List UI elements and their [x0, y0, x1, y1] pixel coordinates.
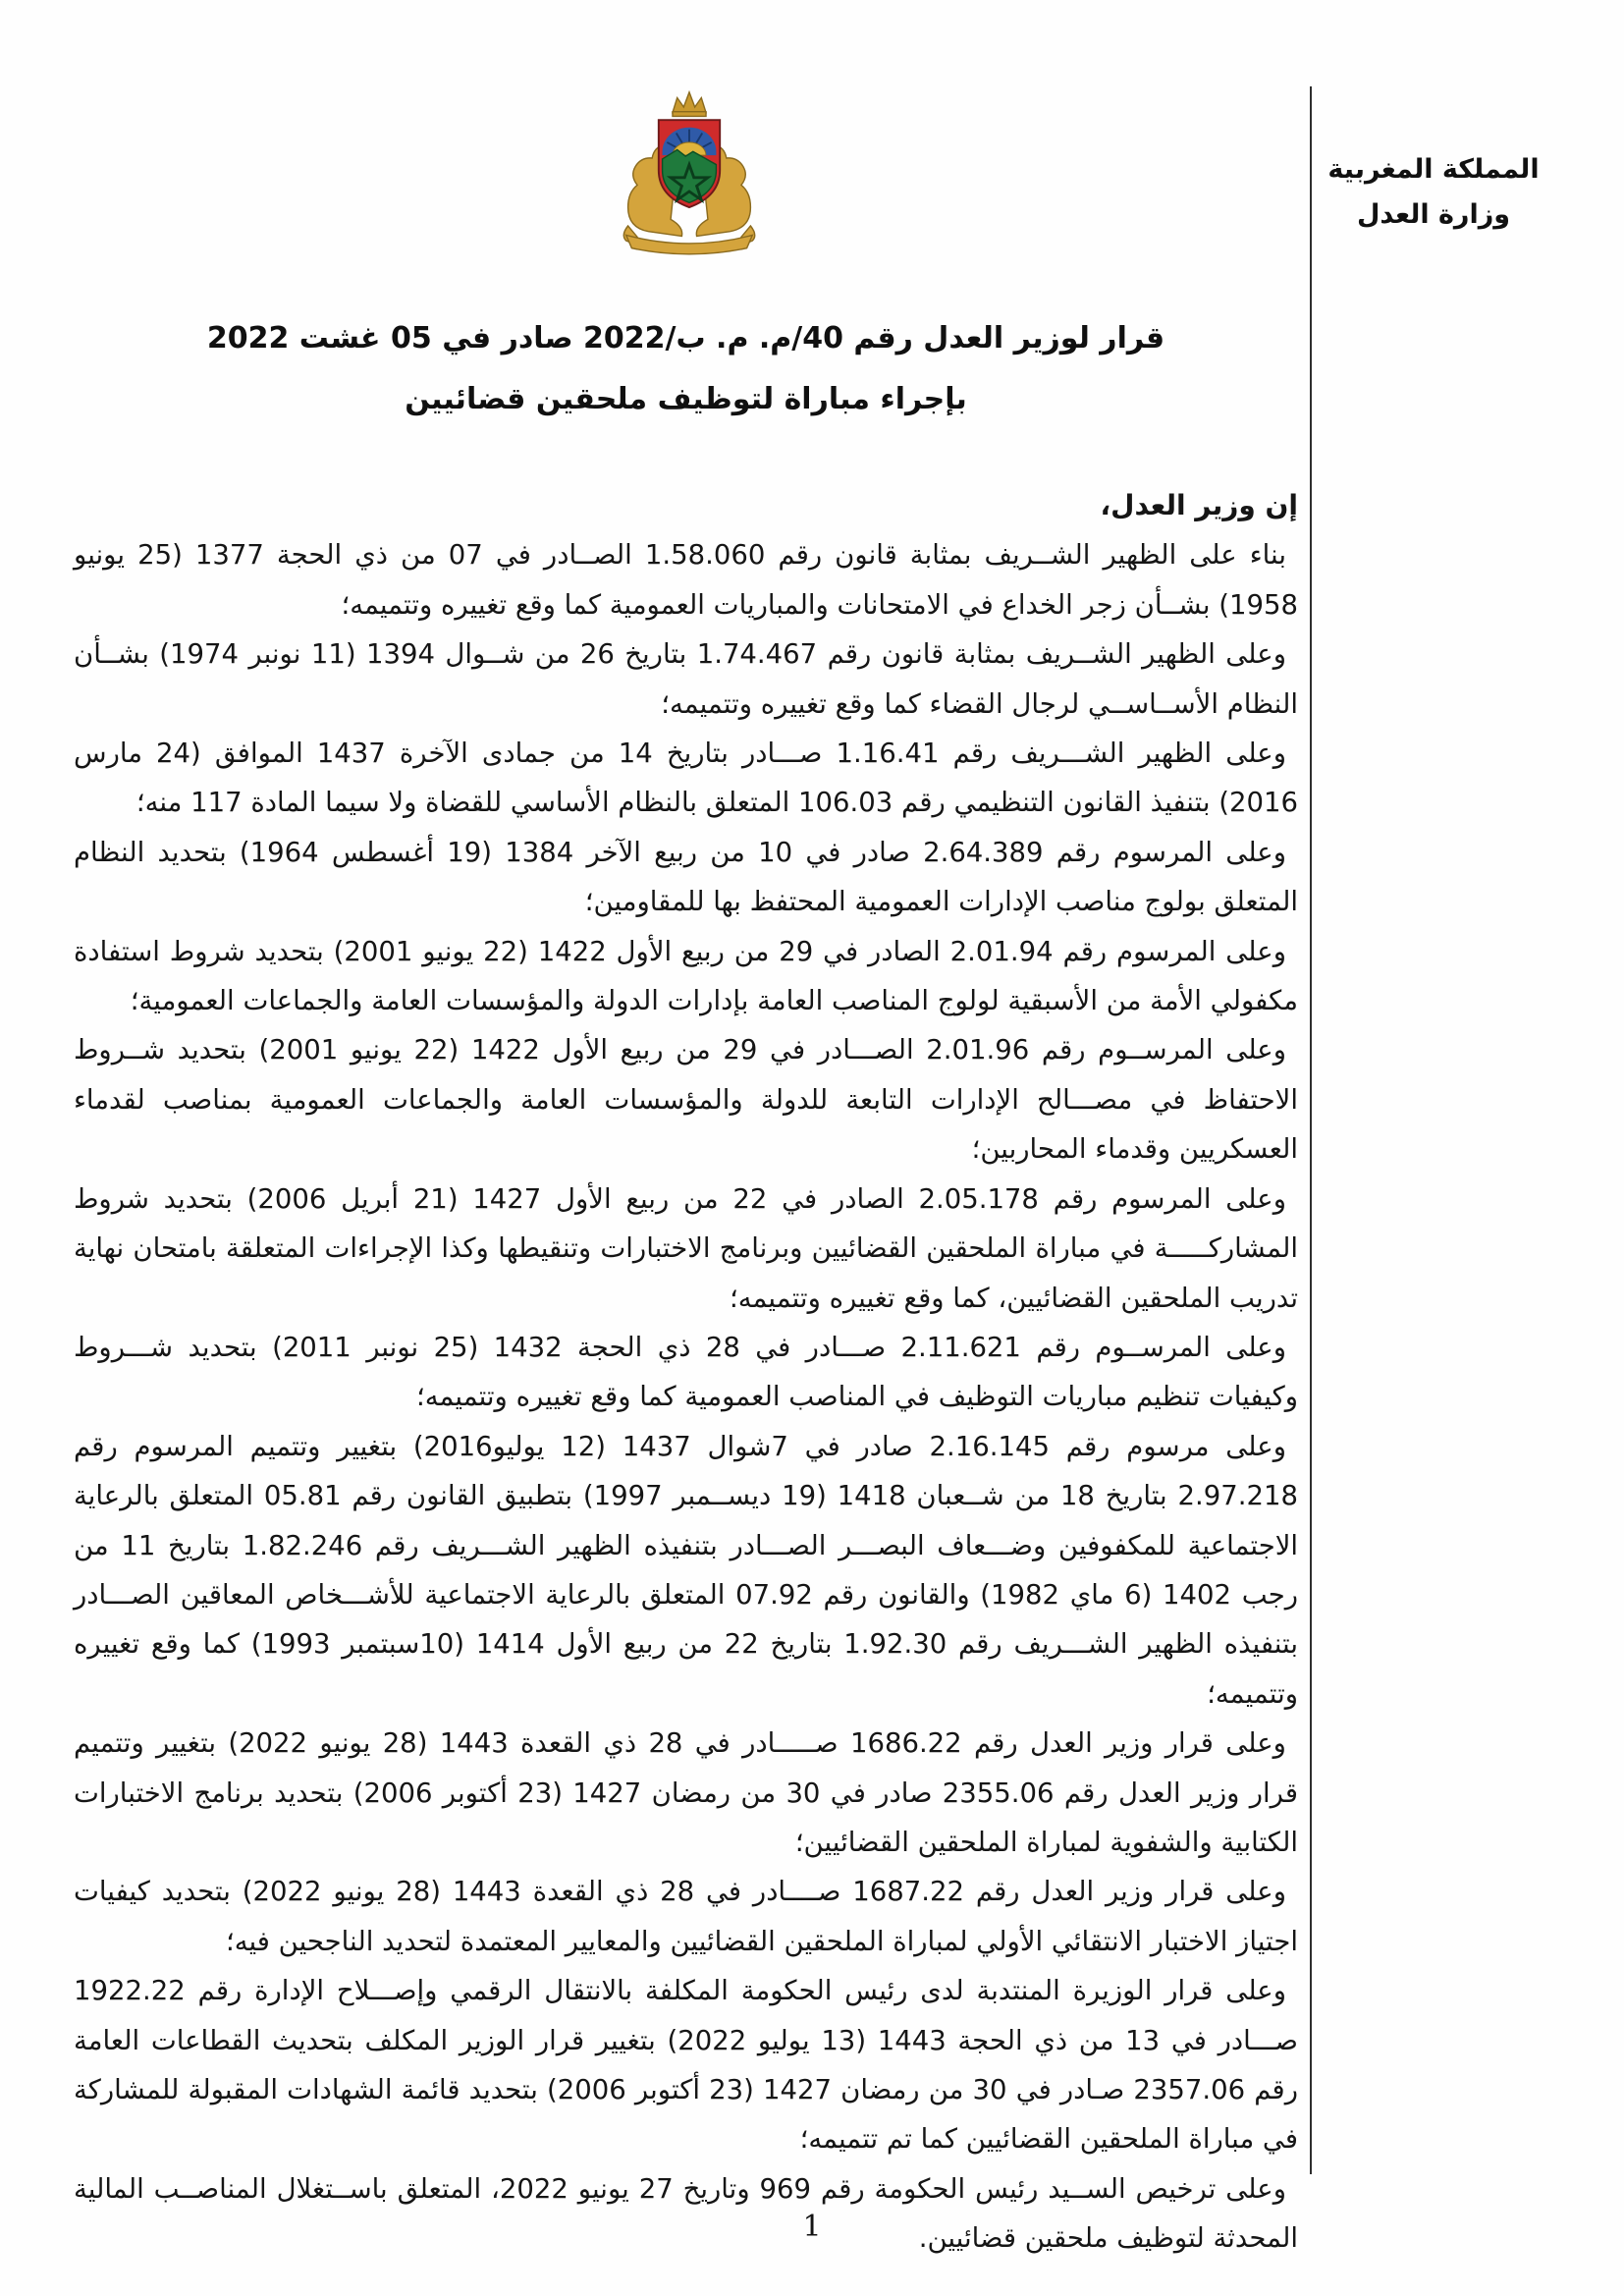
body-paragraph: وعلى ترخيص الســيد رئيس الحكومة رقم 969 وتاريخ 27 يونيو 2022، المتعلق باســتغلال المناصــب المالية المحدثة لتوظيف ملحقين قضائيين. [74, 2172, 1298, 2255]
body-paragraph: وعلى الظهير الشـــريف رقم 1.16.41 صـــادر بتاريخ 14 من جمادى الآخرة 1437 الموافق (24 مارس 2016) بتنفيذ القانون التنظيمي رقم 106.03 المتعلق بالنظام الأساسي للقضاة ولا سيما المادة 117 منه؛ [74, 738, 1298, 819]
page-number: 1 [802, 2210, 822, 2244]
body-paragraph: وعلى المرسوم رقم 2.01.94 الصادر في 29 من ربيع الأول 1422 (22 يونيو 2001) بتحديد شروط استفادة مكفولي الأمة من الأسبقية لولوج المناصب العامة بإدارات الدولة والمؤسسات العامة والجماعات العمومية؛ [74, 935, 1298, 1017]
decree-title-line2: بإجراء مباراة لتوظيف ملحقين قضائيين [405, 382, 967, 416]
body-paragraph: وعلى المرسوم رقم 2.05.178 الصادر في 22 من ربيع الأول 1427 (21 أبريل 2006) بتحديد شروط المشاركـــــة في مباراة الملحقين القضائيين وبرنامج الاختبارات وتنقيطها وكذا الإجراءات المتعلقة بامتحان نهاية تدريب الملحقين القضائيين، كما وقع تغييره وتتميمه؛ [74, 1182, 1298, 1314]
decree-body [74, 481, 1298, 2264]
body-paragraph: وعلى قرار الوزيرة المنتدبة لدى رئيس الحكومة المكلفة بالانتقال الرقمي وإصـــلاح الإدارة رقم 1922.22 صـــادر في 13 من ذي الحجة 1443 (13 يوليو 2022) بتغيير قرار الوزير المكلف بتحديث القطاعات العامة رقم 2357.06 صـادر في 30 من رمضان 1427 (23 أكتوبر 2006) بتحديد قائمة الشهادات المقبولة للمشاركة في مباراة الملحقين القضائيين كما تم تتميمه؛ [74, 1975, 1299, 2156]
header-separator-rule [1310, 86, 1312, 2174]
ministry-header [1327, 147, 1540, 238]
body-paragraph: وعلى قرار وزير العدل رقم 1686.22 صـــــادر في 28 ذي القعدة 1443 (28 يونيو 2022) بتغيير وتتميم قرار وزير العدل رقم 2355.06 صادر في 30 من رمضان 1427 (23 أكتوبر 2006) بتحديد برنامج الاختبارات الكتابية والشفوية لمباراة الملحقين القضائيين؛ [74, 1727, 1298, 1858]
body-paragraph: وعلى المرسوم رقم 2.64.389 صادر في 10 من ربيع الآخر 1384 (19 أغسطس 1964) بتحديد النظام المتعلق بولوج مناصب الإدارات العمومية المحتفظ بها للمقاومين؛ [74, 836, 1298, 918]
minister-intro: إن وزير العدل، [1100, 489, 1298, 521]
kingdom-name: المملكة المغربية [1327, 154, 1540, 185]
body-paragraph: وعلى الظهير الشــريف بمثابة قانون رقم 1.74.467 بتاريخ 26 من شــوال 1394 (11 نونبر 1974) بشــأن النظام الأســاســي لرجال القضاء كما وقع تغييره وتتميمه؛ [74, 638, 1298, 720]
decree-title-line1: قرار لوزير العدل رقم 40/م. م. ب/2022 صادر في 05 غشت 2022 [206, 321, 1165, 355]
body-paragraph: وعلى المرســوم رقم 2.11.621 صـــادر في 28 ذي الحجة 1432 (25 نونبر 2011) بتحديد شـــروط وكيفيات تنظيم مباريات التوظيف في المناصب العمومية كما وقع تغييره وتتميمه؛ [74, 1331, 1298, 1413]
ministry-name: وزارة العدل [1356, 199, 1511, 230]
coat-of-arms-icon [587, 82, 791, 267]
body-paragraph: وعلى قرار وزير العدل رقم 1687.22 صــــادر في 28 ذي القعدة 1443 (28 يونيو 2022) بتحديد كيفيات اجتياز الاختبار الانتقائي الأولي لمباراة الملحقين القضائيين والمعايير المعتمدة لتحديد الناجحين فيه؛ [74, 1876, 1298, 1957]
body-paragraph: وعلى المرســوم رقم 2.01.96 الصـــادر في 29 من ربيع الأول 1422 (22 يونيو 2001) بتحديد شــروط الاحتفاظ في مصـــالح الإدارات التابعة للدولة والمؤسسات العامة والجماعات العمومية بمناصب لقدماء العسكريين وقدماء المحاربين؛ [74, 1034, 1298, 1166]
decree-title [74, 308, 1298, 430]
body-paragraphs [74, 530, 1298, 2263]
body-paragraph: وعلى مرسوم رقم 2.16.145 صادر في 7شوال 1437 (12 يوليو2016) بتغيير وتتميم المرسوم رقم 2.97.218 بتاريخ 18 من شــعبان 1418 (19 ديســمبر 1997) بتطبيق القانون رقم 05.81 المتعلق بالرعاية الاجتماعية للمكفوفين وضـــعاف البصـــر الصـــادر بتنفيذه الظهير الشـــريف رقم 1.82.246 بتاريخ 11 من رجب 1402 (6 ماي 1982) والقانون رقم 07.92 المتعلق بالرعاية الاجتماعية للأشـــخاص المعاقين الصـــادر بتنفيذه الظهير الشـــريف رقم 1.92.30 بتاريخ 22 من ربيع الأول 1414 (10سبتمبر 1993) كما وقع تغييره وتتميمه؛ [74, 1430, 1299, 1710]
body-paragraph: بناء على الظهير الشــريف بمثابة قانون رقم 1.58.060 الصــادر في 07 من ذي الحجة 1377 (25 يونيو 1958) بشــأن زجر الخداع في الامتحانات والمباريات العمومية كما وقع تغييره وتتميمه؛ [74, 539, 1298, 621]
